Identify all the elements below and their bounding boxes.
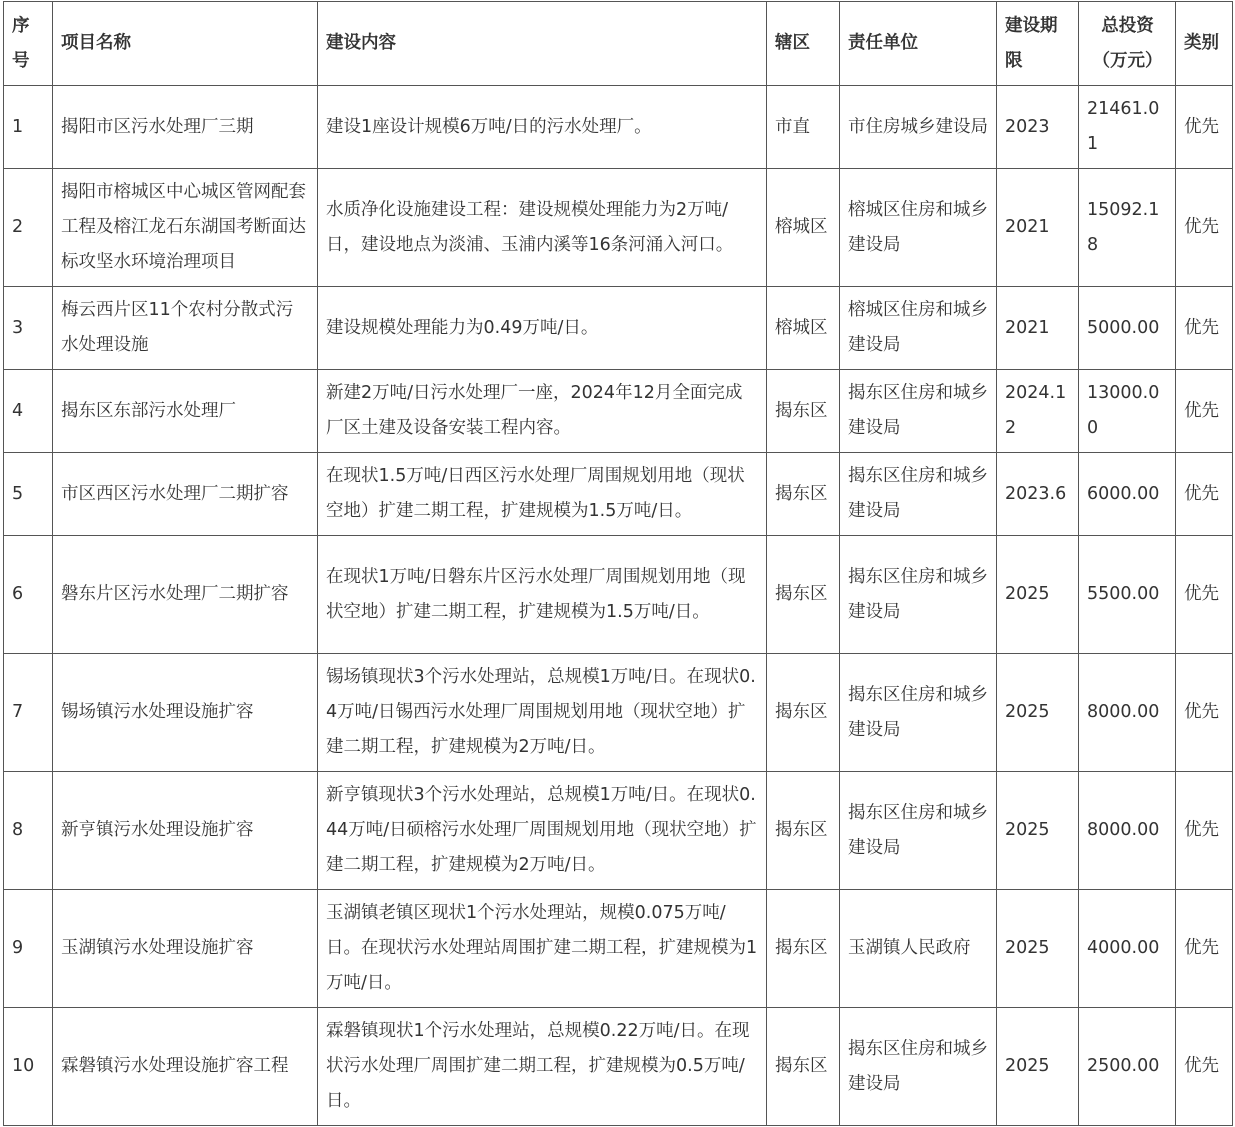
cell-period: 2025 [997,1008,1079,1126]
cell-unit: 揭东区住房和城乡建设局 [840,536,997,654]
cell-district: 揭东区 [767,370,840,453]
cell-name: 磐东片区污水处理厂二期扩容 [53,536,318,654]
cell-content: 建设1座设计规模6万吨/日的污水处理厂。 [318,86,767,169]
cell-name: 揭阳市榕城区中心城区管网配套工程及榕江龙石东湖国考断面达标攻坚水环境治理项目 [53,169,318,287]
cell-category: 优先 [1176,86,1233,169]
cell-category: 优先 [1176,890,1233,1008]
cell-name: 霖磐镇污水处理设施扩容工程 [53,1008,318,1126]
cell-name: 新亨镇污水处理设施扩容 [53,772,318,890]
cell-seq: 9 [4,890,53,1008]
cell-seq: 2 [4,169,53,287]
cell-seq: 1 [4,86,53,169]
cell-investment: 5500.00 [1079,536,1176,654]
cell-seq: 4 [4,370,53,453]
cell-seq: 10 [4,1008,53,1126]
col-header-content: 建设内容 [318,2,767,86]
cell-district: 揭东区 [767,536,840,654]
col-header-name: 项目名称 [53,2,318,86]
table-row [4,287,1233,370]
cell-seq: 7 [4,654,53,772]
cell-period: 2024.12 [997,370,1079,453]
col-header-investment: 总投资（万元） [1079,2,1176,86]
cell-content: 锡场镇现状3个污水处理站，总规模1万吨/日。在现状0.4万吨/日锡西污水处理厂周围规划用地（现状空地）扩建二期工程，扩建规模为2万吨/日。 [318,654,767,772]
cell-category: 优先 [1176,654,1233,772]
cell-unit: 榕城区住房和城乡建设局 [840,287,997,370]
cell-seq: 6 [4,536,53,654]
cell-category: 优先 [1176,536,1233,654]
cell-name: 市区西区污水处理厂二期扩容 [53,453,318,536]
cell-content: 在现状1.5万吨/日西区污水处理厂周围规划用地（现状空地）扩建二期工程，扩建规模为1.5万吨/日。 [318,453,767,536]
cell-period: 2023.6 [997,453,1079,536]
cell-content: 霖磐镇现状1个污水处理站，总规模0.22万吨/日。在现状污水处理厂周围扩建二期工程，扩建规模为0.5万吨/日。 [318,1008,767,1126]
table-row [4,86,1233,169]
cell-seq: 3 [4,287,53,370]
cell-unit: 揭东区住房和城乡建设局 [840,772,997,890]
cell-name: 玉湖镇污水处理设施扩容 [53,890,318,1008]
cell-district: 榕城区 [767,287,840,370]
cell-content: 玉湖镇老镇区现状1个污水处理站，规模0.075万吨/日。在现状污水处理站周围扩建二期工程，扩建规模为1万吨/日。 [318,890,767,1008]
cell-investment: 4000.00 [1079,890,1176,1008]
table-row [4,1008,1233,1126]
cell-period: 2025 [997,536,1079,654]
cell-unit: 玉湖镇人民政府 [840,890,997,1008]
cell-district: 揭东区 [767,1008,840,1126]
projects-table [3,1,1233,1126]
cell-district: 市直 [767,86,840,169]
cell-unit: 揭东区住房和城乡建设局 [840,654,997,772]
cell-investment: 8000.00 [1079,654,1176,772]
cell-unit: 揭东区住房和城乡建设局 [840,1008,997,1126]
cell-content: 新亨镇现状3个污水处理站，总规模1万吨/日。在现状0.44万吨/日硕榕污水处理厂周围规划用地（现状空地）扩建二期工程，扩建规模为2万吨/日。 [318,772,767,890]
cell-seq: 8 [4,772,53,890]
table-row [4,536,1233,654]
cell-investment: 5000.00 [1079,287,1176,370]
cell-name: 揭阳市区污水处理厂三期 [53,86,318,169]
table-row [4,453,1233,536]
table-row [4,772,1233,890]
col-header-district: 辖区 [767,2,840,86]
cell-content: 在现状1万吨/日磐东片区污水处理厂周围规划用地（现状空地）扩建二期工程，扩建规模为1.5万吨/日。 [318,536,767,654]
cell-seq: 5 [4,453,53,536]
cell-investment: 6000.00 [1079,453,1176,536]
cell-period: 2025 [997,772,1079,890]
cell-investment: 21461.01 [1079,86,1176,169]
cell-investment: 8000.00 [1079,772,1176,890]
cell-district: 揭东区 [767,772,840,890]
cell-content: 水质净化设施建设工程：建设规模处理能力为2万吨/日，建设地点为淡浦、玉浦内溪等16条河涌入河口。 [318,169,767,287]
cell-unit: 市住房城乡建设局 [840,86,997,169]
cell-period: 2025 [997,654,1079,772]
cell-district: 揭东区 [767,453,840,536]
cell-unit: 揭东区住房和城乡建设局 [840,370,997,453]
table-row [4,654,1233,772]
col-header-period: 建设期限 [997,2,1079,86]
cell-category: 优先 [1176,287,1233,370]
cell-name: 锡场镇污水处理设施扩容 [53,654,318,772]
table-row [4,890,1233,1008]
cell-period: 2023 [997,86,1079,169]
table-row [4,370,1233,453]
col-header-category: 类别 [1176,2,1233,86]
cell-period: 2021 [997,287,1079,370]
cell-category: 优先 [1176,772,1233,890]
col-header-seq: 序号 [4,2,53,86]
cell-period: 2021 [997,169,1079,287]
cell-category: 优先 [1176,1008,1233,1126]
cell-unit: 揭东区住房和城乡建设局 [840,453,997,536]
cell-district: 揭东区 [767,890,840,1008]
cell-category: 优先 [1176,169,1233,287]
cell-district: 榕城区 [767,169,840,287]
cell-investment: 13000.00 [1079,370,1176,453]
cell-name: 揭东区东部污水处理厂 [53,370,318,453]
cell-category: 优先 [1176,370,1233,453]
cell-content: 建设规模处理能力为0.49万吨/日。 [318,287,767,370]
col-header-unit: 责任单位 [840,2,997,86]
cell-name: 梅云西片区11个农村分散式污水处理设施 [53,287,318,370]
cell-content: 新建2万吨/日污水处理厂一座，2024年12月全面完成厂区土建及设备安装工程内容。 [318,370,767,453]
cell-category: 优先 [1176,453,1233,536]
cell-period: 2025 [997,890,1079,1008]
cell-unit: 榕城区住房和城乡建设局 [840,169,997,287]
cell-district: 揭东区 [767,654,840,772]
cell-investment: 15092.18 [1079,169,1176,287]
table-row [4,169,1233,287]
cell-investment: 2500.00 [1079,1008,1176,1126]
header-row [4,2,1233,86]
